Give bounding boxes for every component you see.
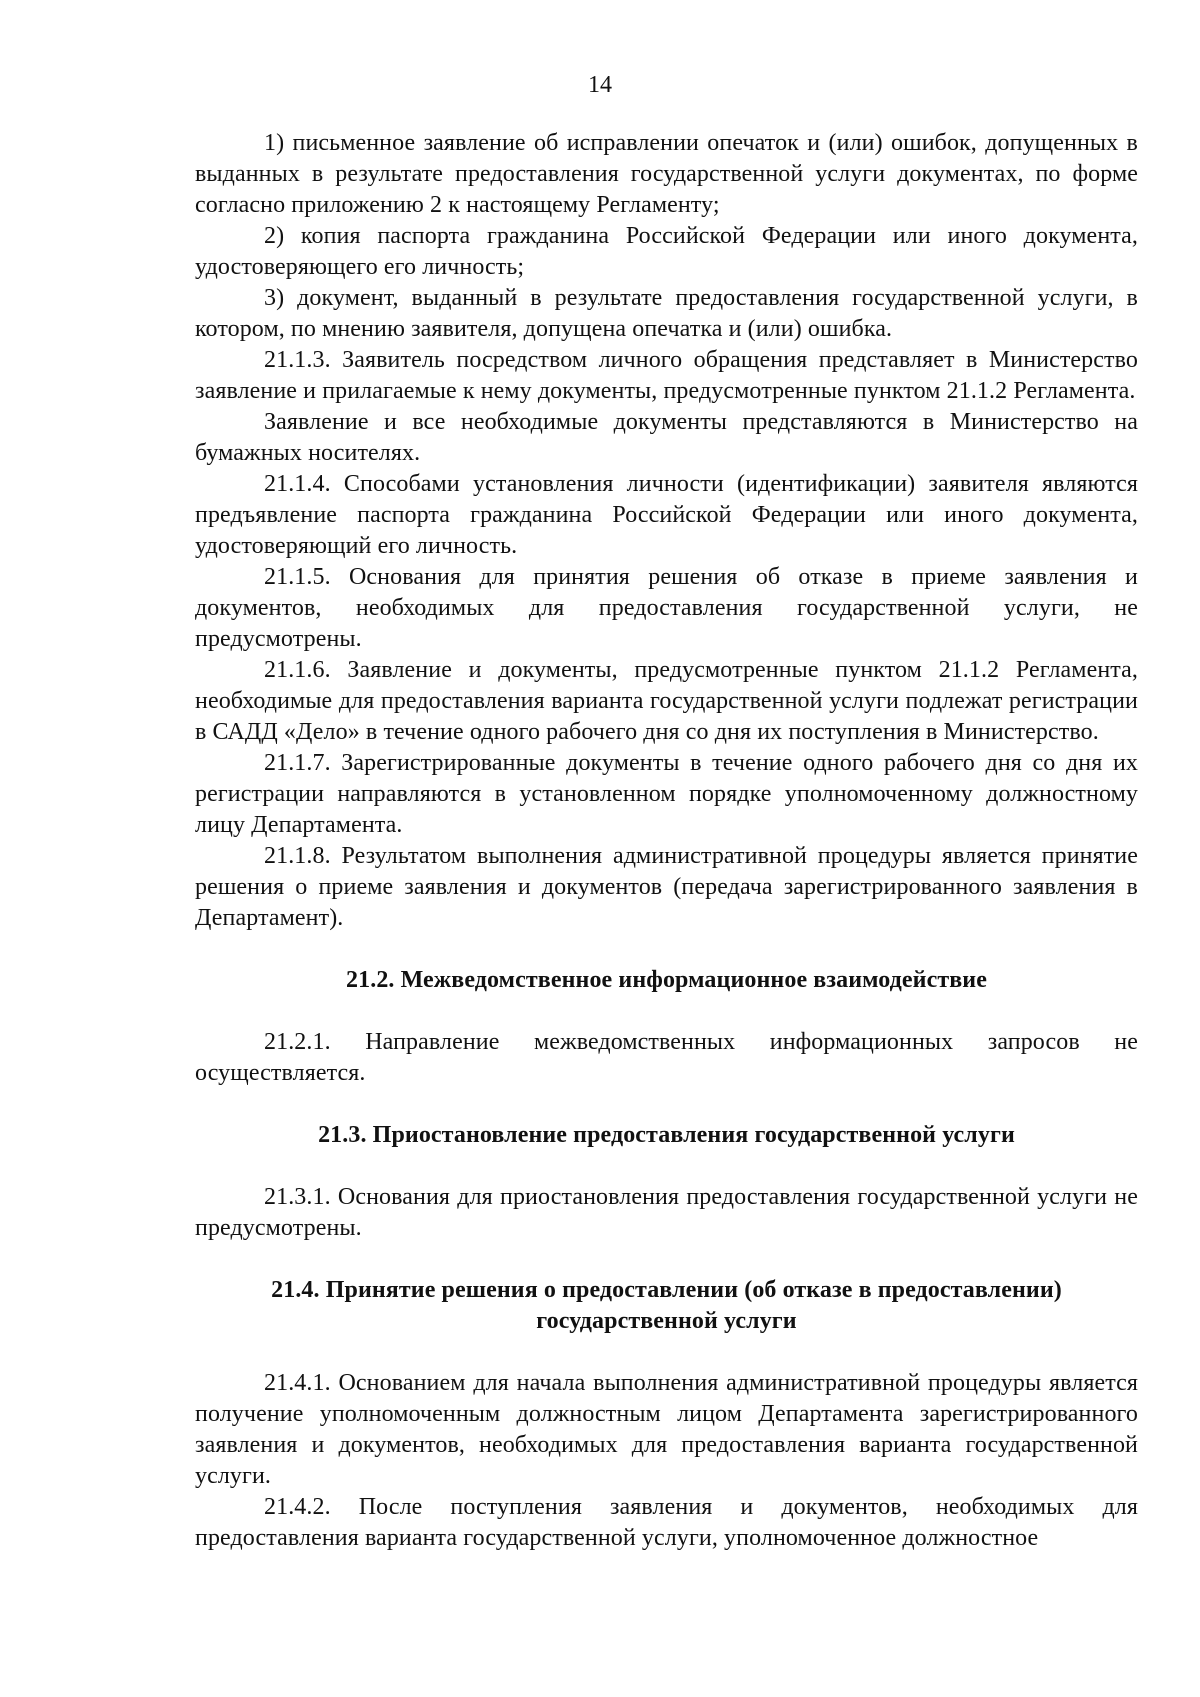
section-heading-line: государственной услуги (536, 1308, 797, 1334)
page-number: 14 (588, 72, 612, 98)
paragraph: 21.1.3. Заявитель посредством личного обращения представляет в Министерство заявление и прилагаемые к нему документы, предусмотренные пунктом 21.1.2 Регламента. (195, 347, 1138, 404)
section-heading-21-3: 21.3. Приостановление предоставления государственной услуги (318, 1122, 1015, 1148)
paragraph: 21.4.1. Основанием для начала выполнения административной процедуры является получение уполномоченным должностным лицом Департамента зарегистрированного заявления и документов, необходимых для предоставления варианта государственной услуги. (195, 1370, 1138, 1489)
paragraph: 3) документ, выданный в результате предоставления государственной услуги, в котором, по мнению заявителя, допущена опечатка и (или) ошибка. (195, 285, 1138, 342)
section-heading-line: 21.4. Принятие решения о предоставлении (об отказе в предоставлении) (271, 1277, 1062, 1303)
paragraph: 21.3.1. Основания для приостановления предоставления государственной услуги не предусмотрены. (195, 1184, 1138, 1241)
section-heading-21-2: 21.2. Межведомственное информационное взаимодействие (346, 967, 987, 993)
paragraph: Заявление и все необходимые документы представляются в Министерство на бумажных носителях. (195, 409, 1138, 466)
paragraph: 21.1.6. Заявление и документы, предусмотренные пунктом 21.1.2 Регламента, необходимые для предоставления варианта государственной услуги подлежат регистрации в САДД «Дело» в течение одного рабочего дня со дня их поступления в Министерство. (195, 657, 1138, 745)
paragraph: 21.2.1. Направление межведомственных информационных запросов не осуществляется. (195, 1029, 1138, 1086)
paragraph: 21.1.5. Основания для принятия решения об отказе в приеме заявления и документов, необходимых для предоставления государственной услуги, не предусмотрены. (195, 564, 1138, 652)
document-body (195, 128, 1138, 1554)
paragraph: 1) письменное заявление об исправлении опечаток и (или) ошибок, допущенных в выданных в результате предоставления государственной услуги документах, по форме согласно приложению 2 к настоящему Регламенту; (195, 130, 1138, 218)
section-heading-21-4 (195, 1275, 1138, 1337)
paragraph: 21.4.2. После поступления заявления и документов, необходимых для предоставления варианта государственной услуги, уполномоченное должностное (195, 1494, 1138, 1551)
paragraph: 21.1.7. Зарегистрированные документы в течение одного рабочего дня со дня их регистрации направляются в установленном порядке уполномоченному должностному лицу Департамента. (195, 750, 1138, 838)
paragraph: 2) копия паспорта гражданина Российской Федерации или иного документа, удостоверяющего его личность; (195, 223, 1138, 280)
paragraph: 21.1.4. Способами установления личности (идентификации) заявителя являются предъявление паспорта гражданина Российской Федерации или иного документа, удостоверяющий его личность. (195, 471, 1138, 559)
paragraph: 21.1.8. Результатом выполнения административной процедуры является принятие решения о приеме заявления и документов (передача зарегистрированного заявления в Департамент). (195, 843, 1138, 931)
